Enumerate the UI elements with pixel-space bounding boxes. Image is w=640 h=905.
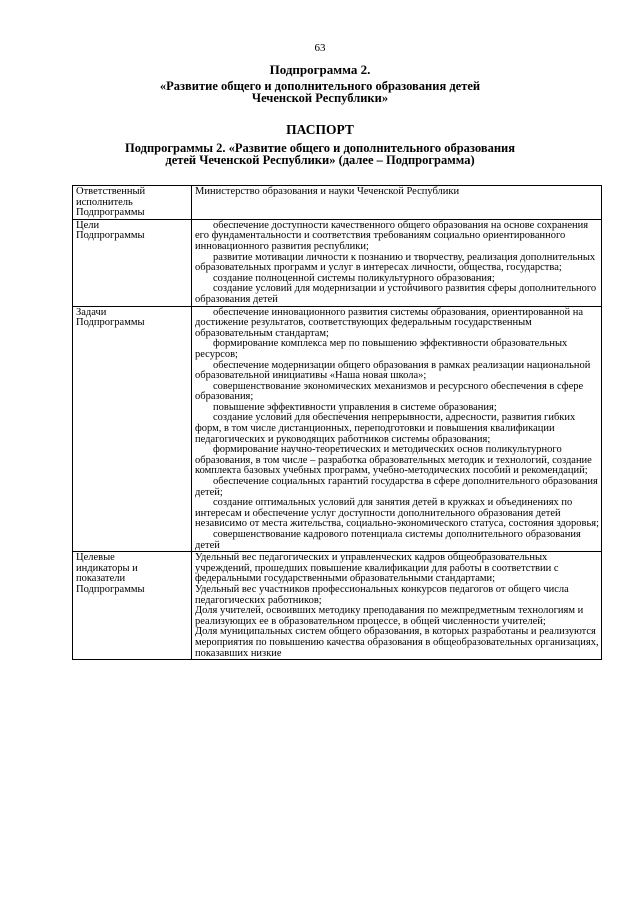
row-value-paragraph: обеспечение модернизации общего образования в рамках реализации национальной образовательной инициативы «Наша новая школа»;	[195, 359, 591, 382]
row-label-cell	[73, 186, 192, 220]
row-value-paragraph: создание оптимальных условий для занятия детей в кружках и объединениях по интересам и обеспечение услуг доступности дополнительного образования детей независимо от места жительства, социально-экономического статуса, состояния здоровья;	[195, 497, 599, 530]
row-value-paragraph: формирование комплекса мер по повышению эффективности образовательных ресурсов;	[195, 338, 568, 360]
row-label-line: Задачи	[76, 306, 107, 318]
row-label-line: Подпрограммы	[76, 317, 145, 329]
table-row	[73, 219, 602, 306]
row-value-paragraph: создание условий для модернизации и устойчивого развития сферы дополнительного образования детей	[195, 283, 597, 305]
table-row	[73, 552, 602, 660]
row-value-paragraph: обеспечение социальных гарантий государства в сфере дополнительного образования детей;	[195, 476, 598, 498]
subprogram-name-line-2: Чеченской Республики»	[251, 91, 389, 105]
row-value-paragraph: обеспечение инновационного развития системы образования, ориентированной на достижение результатов, соответствующих федеральным государственным образовательным стандартам;	[195, 306, 584, 339]
row-value-paragraph: совершенствование кадрового потенциала системы дополнительного образования детей	[195, 529, 581, 551]
row-label-line: показатели	[76, 573, 126, 585]
row-value-paragraph: Министерство образования и науки Чеченской Республики	[195, 186, 460, 197]
subprogram-name	[0, 80, 640, 104]
row-value-paragraph: формирование научно-теоретических и методических основ поликультурного образования, в том числе – разработка образовательных методик и технологий, создание комплекта базовых учебных программ, учебно-методических пособий и рекомендаций;	[195, 444, 592, 477]
row-value-paragraph: Удельный вес педагогических и управленческих кадров общеобразовательных учреждений, прошедших повышение квалификации для работы в соответствии с федеральными государственными образовательными стандартами;	[195, 552, 559, 585]
row-label-line: исполнитель	[76, 196, 133, 208]
page-number: 63	[314, 42, 326, 54]
table-row	[73, 186, 602, 220]
row-value-paragraph: Доля учителей, освоивших методику преподавания по межпредметным технологиям и реализующих ее в образовательном процессе, в общей численности учителей;	[195, 605, 584, 627]
row-label-line: Подпрограммы	[76, 230, 145, 242]
row-label-line: Целевые	[76, 552, 115, 564]
row-value-paragraph: создание полноценной системы поликультурного образования;	[213, 272, 495, 284]
subprogram-name-line-1: «Развитие общего и дополнительного образования детей	[159, 79, 481, 93]
row-value-paragraph: Удельный вес участников профессиональных конкурсов педагогов от общего числа педагогических работников;	[195, 583, 569, 606]
passport-subtitle-line-2: детей Чеченской Республики» (далее – Подпрограмма)	[165, 153, 475, 167]
passport-table	[72, 185, 602, 660]
row-value-paragraph: обеспечение доступности качественного общего образования на основе сохранения его фундаментальности и соответствия требованиям социально ориентированного инновационного развития республики;	[195, 219, 589, 252]
passport-table-body	[73, 186, 602, 660]
row-value-paragraph: повышение эффективности управления в системе образования;	[213, 401, 497, 413]
row-value-cell	[192, 306, 602, 552]
passport-title: ПАСПОРТ	[286, 122, 354, 137]
row-value-cell	[192, 219, 602, 306]
subprogram-title: Подпрограмма 2.	[269, 62, 371, 77]
row-value-cell	[192, 186, 602, 220]
row-value-paragraph: совершенствование экономических механизмов и ресурсного обеспечения в сфере образования;	[195, 380, 584, 403]
passport-subtitle-line-1: Подпрограммы 2. «Развитие общего и дополнительного образования	[125, 141, 515, 155]
row-value-cell	[192, 552, 602, 660]
row-label-cell	[73, 306, 192, 552]
row-label-line: Подпрограммы	[76, 583, 145, 595]
row-label-line: Подпрограммы	[76, 207, 145, 219]
row-label-line: Ответственный	[76, 186, 146, 197]
row-label-line: индикаторы и	[76, 562, 138, 574]
table-row	[73, 306, 602, 552]
row-value-paragraph: создание условий для обеспечения непрерывности, адресности, развития гибких форм, в том числе дистанционных, переподготовки и повышения квалификации педагогических и руководящих работников системы образования;	[195, 412, 576, 445]
row-label-line: Цели	[76, 219, 100, 231]
row-value-paragraph: развитие мотивации личности к познанию и творчеству, реализация дополнительных образовательных программ и услуг в интересах личности, общества, государства;	[195, 251, 596, 274]
row-value-paragraph: Доля муниципальных систем общего образования, в которых разработаны и реализуются мероприятия по повышению качества образования в общеобразовательных организациях, показавших низкие	[195, 626, 599, 659]
passport-subtitle	[0, 142, 640, 166]
row-label-cell	[73, 552, 192, 660]
row-label-cell	[73, 219, 192, 306]
